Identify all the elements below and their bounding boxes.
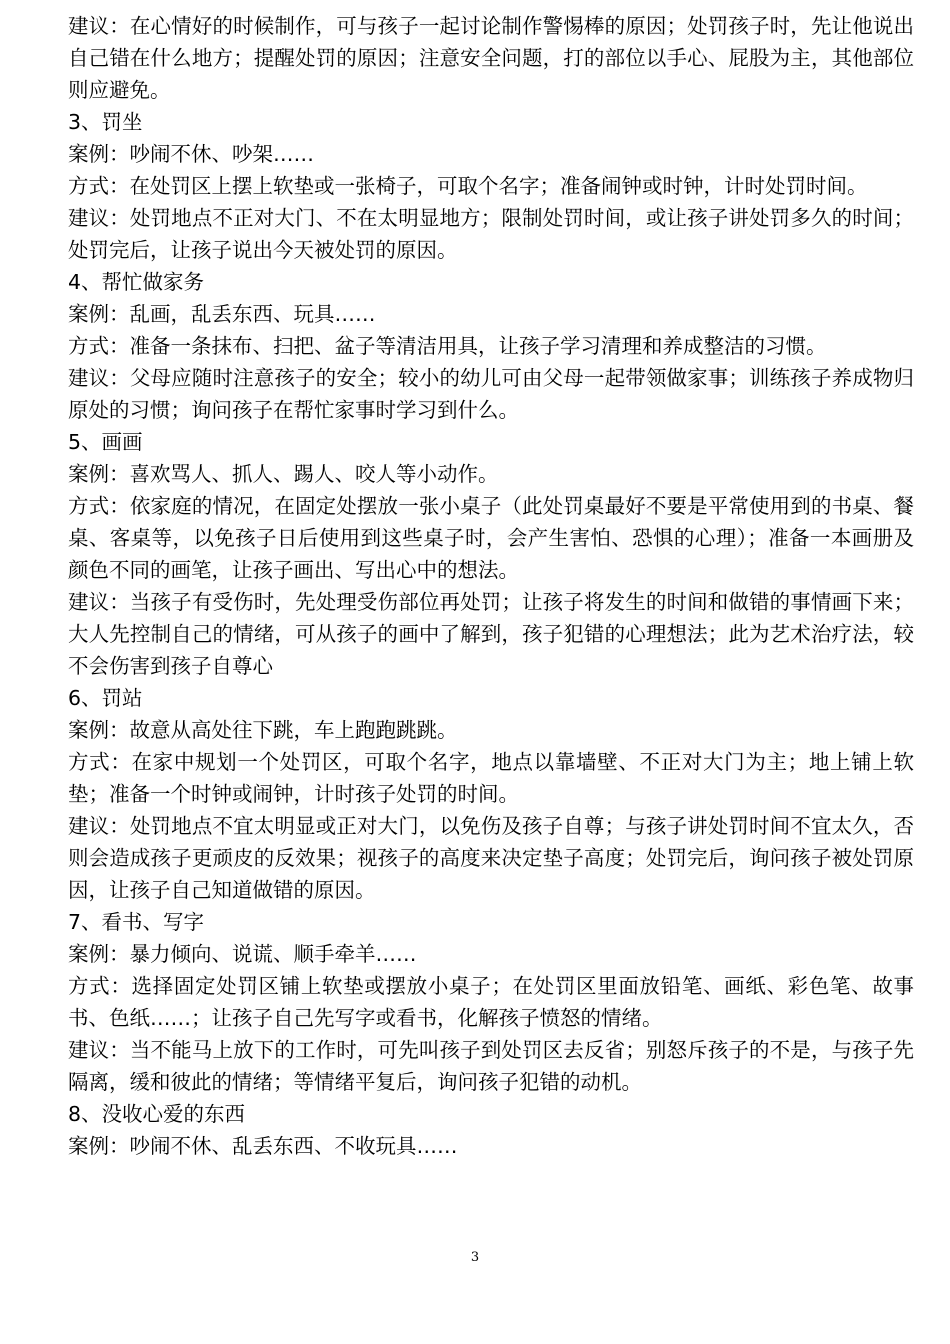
paragraph: 案例：喜欢骂人、抓人、踢人、咬人等小动作。 xyxy=(68,462,499,486)
section-heading: 4、帮忙做家务 xyxy=(68,270,205,294)
paragraph: 案例：暴力倾向、说谎、顺手牵羊…… xyxy=(68,942,417,966)
paragraph: 方式：准备一条抹布、扫把、盆子等清洁用具，让孩子学习清理和养成整洁的习惯。 xyxy=(68,334,827,358)
paragraph: 方式：在家中规划一个处罚区，可取个名字，地点以靠墙壁、不正对大门为主；地上铺上软垫；准备一个时钟或闹钟，计时孩子处罚的时间。 xyxy=(68,750,914,806)
paragraph: 建议：在心情好的时候制作，可与孩子一起讨论制作警惕棒的原因；处罚孩子时，先让他说出自己错在什么地方；提醒处罚的原因；注意安全问题，打的部位以手心、屁股为主，其他部位则应避免。 xyxy=(68,14,914,102)
paragraph: 案例：故意从高处往下跳，车上跑跑跳跳。 xyxy=(68,718,458,742)
paragraph: 建议：当不能马上放下的工作时，可先叫孩子到处罚区去反省；别怒斥孩子的不是，与孩子先隔离，缓和彼此的情绪；等情绪平复后，询问孩子犯错的动机。 xyxy=(68,1038,914,1094)
paragraph: 建议：当孩子有受伤时，先处理受伤部位再处罚；让孩子将发生的时间和做错的事情画下来；大人先控制自己的情绪，可从孩子的画中了解到，孩子犯错的心理想法；此为艺术治疗法，较不会伤害到孩子自尊心 xyxy=(68,590,914,678)
section-heading: 6、罚站 xyxy=(68,686,143,710)
page-number: 3 xyxy=(470,1250,480,1265)
paragraph: 方式：选择固定处罚区铺上软垫或摆放小桌子；在处罚区里面放铅笔、画纸、彩色笔、故事书、色纸……；让孩子自己先写字或看书，化解孩子愤怒的情绪。 xyxy=(68,974,914,1030)
paragraph: 案例：吵闹不休、吵架…… xyxy=(68,142,314,166)
paragraph: 建议：处罚地点不正对大门、不在太明显地方；限制处罚时间，或让孩子讲处罚多久的时间；处罚完后，让孩子说出今天被处罚的原因。 xyxy=(68,206,914,262)
document-body xyxy=(68,10,914,1162)
section-heading: 3、罚坐 xyxy=(68,110,143,134)
section-heading: 8、没收心爱的东西 xyxy=(68,1102,246,1126)
paragraph: 方式：依家庭的情况，在固定处摆放一张小桌子（此处罚桌最好不要是平常使用到的书桌、餐桌、客桌等，以免孩子日后使用到这些桌子时，会产生害怕、恐惧的心理）；准备一本画册及颜色不同的画笔，让孩子画出、写出心中的想法。 xyxy=(68,494,914,582)
paragraph: 建议：处罚地点不宜太明显或正对大门，以免伤及孩子自尊；与孩子讲处罚时间不宜太久，否则会造成孩子更顽皮的反效果；视孩子的高度来决定垫子高度；处罚完后，询问孩子被处罚原因，让孩子自己知道做错的原因。 xyxy=(68,814,914,902)
paragraph: 方式：在处罚区上摆上软垫或一张椅子，可取个名字；准备闹钟或时钟，计时处罚时间。 xyxy=(68,174,868,198)
paragraph: 案例：乱画，乱丢东西、玩具…… xyxy=(68,302,376,326)
paragraph: 建议：父母应随时注意孩子的安全；较小的幼儿可由父母一起带领做家事；训练孩子养成物归原处的习惯；询问孩子在帮忙家事时学习到什么。 xyxy=(68,366,914,422)
section-heading: 7、看书、写字 xyxy=(68,910,205,934)
paragraph: 案例：吵闹不休、乱丢东西、不收玩具…… xyxy=(68,1134,458,1158)
section-heading: 5、画画 xyxy=(68,430,143,454)
